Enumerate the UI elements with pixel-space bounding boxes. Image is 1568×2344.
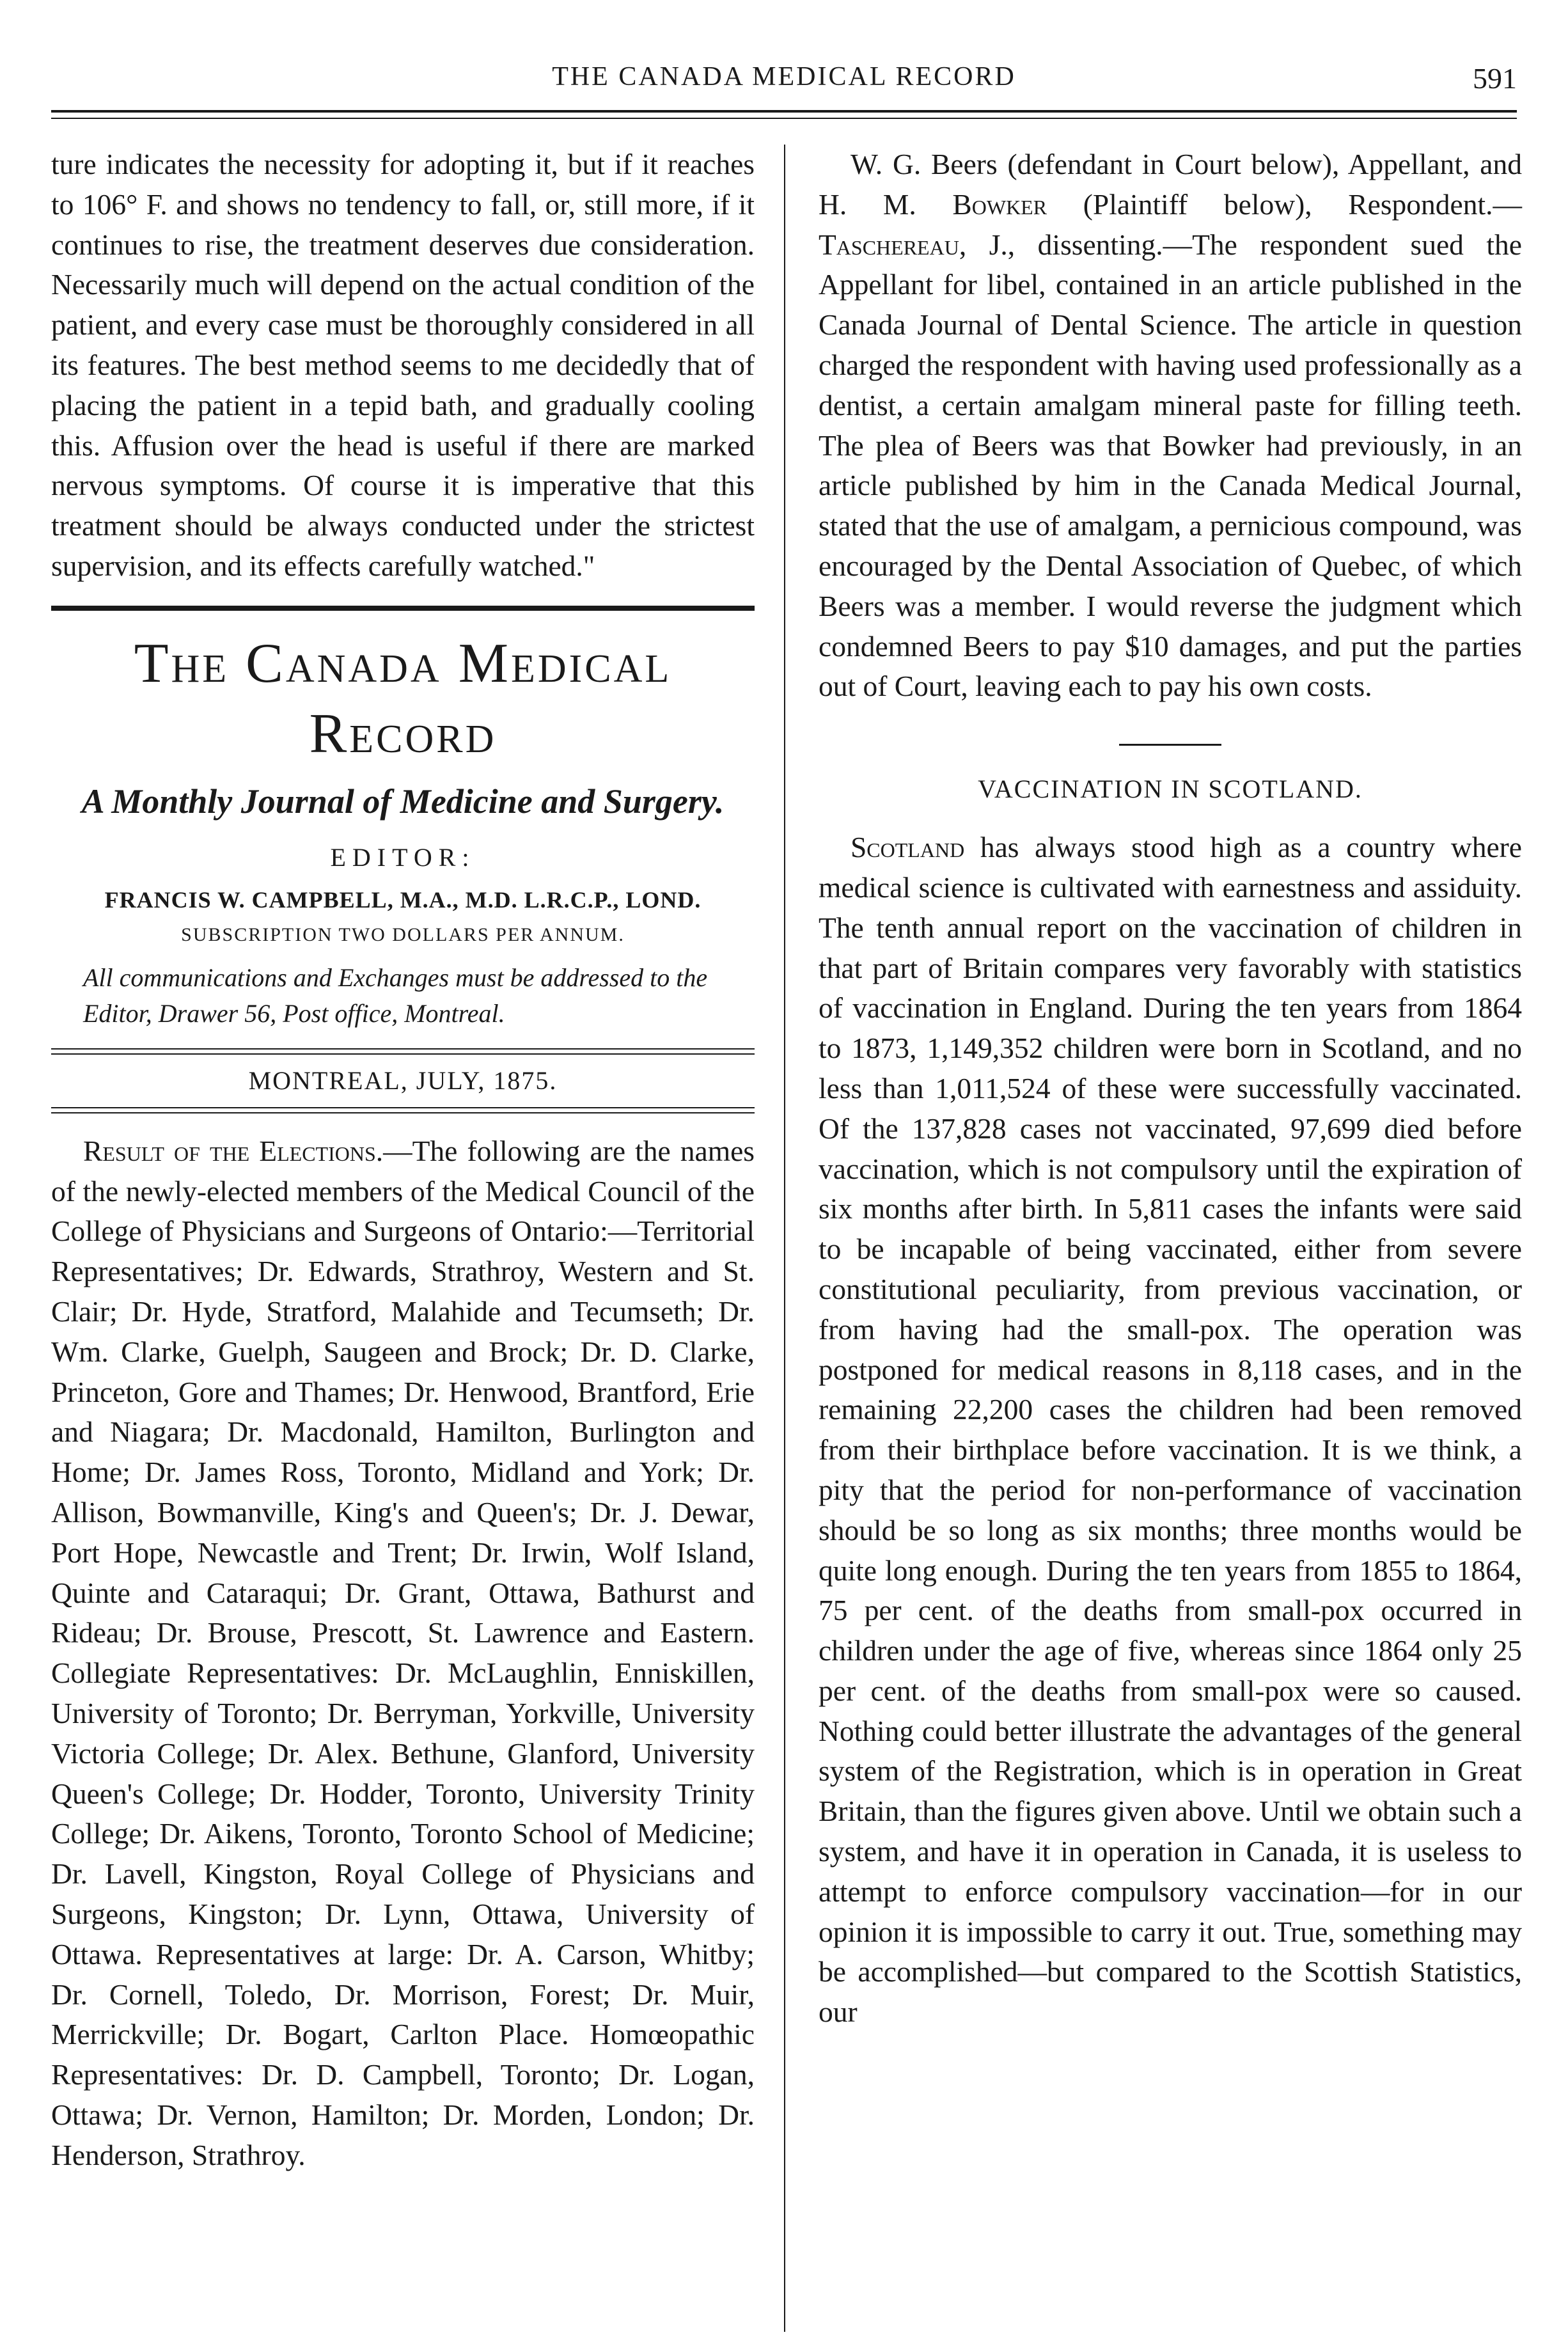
masthead-rule (51, 606, 755, 611)
editor-name: FRANCIS W. CAMPBELL, M.A., M.D. L.R.C.P., LOND. (104, 886, 702, 913)
continued-paragraph: ture indicates the necessity for adopting it, but if it reaches to 106° F. and shows no tendency to fall, or, still more, if it continues to rise, the treatment deserves due consideration. Necessarily much will depend on the actual condition of the patient, and every case must be thoroughly considered in all its features. The best method seems to me decidedly that of placing the patient in a tepid bath, and gradually cooling this. Affusion over the head is useful if there are marked nervous symptoms. Of course it is imperative that this treatment should be always conducted under the strictest supervision, and its effects carefully watched." (51, 148, 755, 582)
case-judge: Taschereau (819, 228, 959, 261)
case-respondent: H. M. Bowker (819, 187, 1047, 221)
elections-text: —The following are the names of the newly-elected members of the Medical Council of the College of Physicians and Surgeons of Ontario:—Territorial Representatives; Dr. Edwards, Strathroy, Western and St. Clair; Dr. Hyde, Stratford, Malahide and Tecumseth; Dr. Wm. Clarke, Guelph, Saugeen and Brock; Dr. D. Clarke, Princeton, Gore and Thames; Dr. Henwood, Brantford, Erie and Niagara; Dr. Macdonald, Hamilton, Burlington and Home; Dr. James Ross, Toronto, Midland and York; Dr. Allison, Bowmanville, King's and Queen's; Dr. J. Dewar, Port Hope, Newcastle and Trent; Dr. Irwin, Wolf Island, Quinte and Cataraqui; Dr. Grant, Ottawa, Bathurst and Rideau; Dr. Brouse, Prescott, St. Lawrence and Eastern. Collegiate Representatives: Dr. McLaughlin, Enniskillen, University of Toronto; Dr. Berryman, Yorkville, University Victoria College; Dr. Alex. Bethune, Glanford, University Queen's College; Dr. Hodder, Toronto, University Trinity College; Dr. Aikens, Toronto, Toronto School of Medicine; Dr. Lavell, Kingston, Royal College of Physicians and Surgeons, Kingston; Dr. Lynn, Ottawa, University of Ottawa. Representatives at large: Dr. A. Carson, Whitby; Dr. Cornell, Toledo, Dr. Morrison, Forest; Dr. Muir, Merrickville; Dr. Bogart, Carlton Place. Homœopathic Representatives: Dr. D. Campbell, Toronto; Dr. Logan, Ottawa; Dr. Vernon, Hamilton; Dr. Morden, London; Dr. Henderson, Strathroy. (51, 1134, 755, 2171)
elections-heading: Result of the Elections. (83, 1134, 384, 1167)
running-head-title: THE CANADA MEDICAL RECORD (552, 62, 1016, 91)
dateline-rule-top (51, 1048, 755, 1055)
case-text-1: (defendant in Court below), Appellant, and (997, 148, 1522, 180)
dateline-rule-bottom (51, 1107, 755, 1113)
vaccination-text: has always stood high as a country where medical science is cultivated with earnestness and assiduity. The tenth annual report on the vaccination of children in that part of Britain compares very favorably with statistics of vaccination in England. During the ten years from 1864 to 1873, 1,149,352 children were born in Scotland, and no less than 1,011,524 of these were successfully vaccinated. Of the 137,828 cases not vaccinated, 97,699 died before vaccination, which is not compulsory until the expiration of six months after birth. In 5,811 cases the infants were said to be incapable of being vaccinated, either from severe constitutional peculiarity, from previous vaccination, or from having had the small-pox. The operation was postponed for medical reasons in 8,118 cases, and in the remaining 22,200 cases the children had been removed from their birthplace before vaccination. It is we think, a pity that the period for non-performance of vaccination should be so long as six months; three months would be quite long enough. During the ten years from 1855 to 1864, 75 per cent. of the deaths from small-pox occurred in children under the age of five, whereas since 1864 only 25 per cent. of the deaths from small-pox were so caused. Nothing could better illustrate the advantages of the general system of the Registration, which is in operation in Great Britain, than the figures given above. Until we obtain such a system, and have it in operation in Canada, it is useless to attempt to enforce compulsory vaccination—for in our opinion it is impossible to carry it out. True, something may be accomplished—but compared to the Scottish Statistics, our (819, 831, 1522, 2029)
running-head (51, 61, 1517, 106)
elections-article (51, 1131, 755, 2176)
communications-notice: All communications and Exchanges must be addressed to the Editor, Drawer 56, Post office, Montreal. (83, 963, 708, 1028)
court-case-paragraph (819, 145, 1522, 707)
left-column (51, 145, 755, 2175)
page-number: 591 (1473, 62, 1517, 95)
vaccination-heading: VACCINATION IN SCOTLAND. (978, 775, 1363, 804)
editor-label: EDITOR: (330, 842, 476, 872)
vaccination-lead: Scotland (851, 831, 965, 864)
section-rule (1119, 744, 1221, 746)
subscription-notice: SUBSCRIPTION TWO DOLLARS PER ANNUM. (181, 924, 625, 945)
case-appellant: W. G. Beers (851, 148, 998, 180)
vaccination-article (819, 828, 1522, 2033)
dateline: MONTREAL, JULY, 1875. (248, 1066, 558, 1095)
header-rule (51, 110, 1517, 113)
masthead-title: The Canada Medical Record (134, 632, 672, 765)
column-divider (784, 145, 785, 2332)
case-text-3: , J., dissenting.—The respondent sued the Appellant for libel, contained in an article published in the Canada Journal of Dental Science. The article in question charged the respondent with having used professionally as a dentist, a certain amalgam mineral paste for filling teeth. The plea of Beers was that Bowker had previously, in an article published by him in the Canada Medical Journal, stated that the use of amalgam, a pernicious compound, was encouraged by the Dental Association of Quebec, of which Beers was a member. I would reverse the judgment which condemned Beers to pay $10 damages, and put the parties out of Court, leaving each to pay his own costs. (819, 228, 1522, 703)
case-text-2: (Plaintiff below), Respondent.— (1047, 187, 1522, 221)
right-column (819, 145, 1522, 2033)
masthead-subtitle: A Monthly Journal of Medicine and Surgery. (81, 782, 725, 821)
header-rule-thin (51, 118, 1517, 119)
